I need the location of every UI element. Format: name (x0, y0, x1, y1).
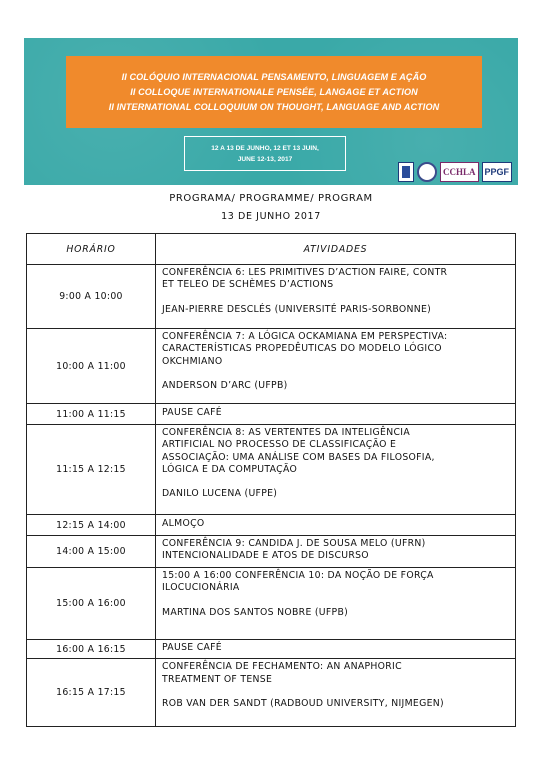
event-dates-line-2: JUNE 12-13, 2017 (237, 155, 293, 163)
row-activity: CONFERÊNCIA 9: CANDIDA J. DE SOUSA MELO (UFRN) INTENCIONALIDADE E ATOS DE DISCURSO (156, 536, 516, 568)
row-speaker: DANILO LUCENA (UFPE) (162, 488, 278, 500)
row-activity: CONFERÊNCIA DE FECHAMENTO: AN ANAPHORIC TREATMENT OF TENSE ROB VAN DER SANDT (RADBOUD UNIVERSITY, NIJMEGEN) (156, 659, 516, 727)
row-activity: CONFERÊNCIA 6: LES PRIMITIVES D’ACTION FAIRE, CONTR ET TELEO DE SCHÈMES D’ACTIONS JEAN-PIERRE DESCLÉS (UNIVERSITÉ PARIS-SORBONNE) (156, 265, 516, 329)
program-date: 13 DE JUNHO 2017 (221, 211, 321, 222)
row-activity: CONFERÊNCIA 8: AS VERTENTES DA INTELIGÊNCIA ARTIFICIAL NO PROCESSO DE CLASSIFICAÇÃO E ASSOCIAÇÃO: UMA ANÁLISE COM BASES DA FILOSOFIA, LÓGICA E DA COMPUTAÇÃO DANILO LUCENA (UFPE) (156, 425, 516, 515)
table-header-row (27, 234, 516, 265)
event-title-en: II INTERNATIONAL COLLOQUIUM ON THOUGHT, LANGUAGE AND ACTION (108, 101, 440, 112)
row-time: 14:00 A 15:00 (27, 536, 156, 568)
event-banner (24, 38, 518, 185)
ppgf-logo: PPGF (482, 162, 513, 182)
row-activity: ALMOÇO (156, 515, 516, 536)
table-row (27, 536, 516, 568)
table-row (27, 404, 516, 425)
table-row (27, 568, 516, 640)
row-speaker: MARTINA DOS SANTOS NOBRE (UFPB) (162, 606, 349, 618)
sponsor-logos (398, 161, 512, 183)
row-speaker: JEAN-PIERRE DESCLÉS (UNIVERSITÉ PARIS-SORBONNE) (162, 303, 432, 315)
cchla-logo: CCHLA (440, 162, 479, 182)
table-row (27, 640, 516, 659)
row-speaker: ROB VAN DER SANDT (RADBOUD UNIVERSITY, NIJMEGEN) (162, 697, 444, 709)
table-row (27, 425, 516, 515)
program-table (26, 233, 516, 727)
table-row (27, 265, 516, 329)
university-crest-logo (398, 162, 414, 182)
row-activity: PAUSE CAFÉ (156, 404, 516, 425)
row-time: 10:00 A 11:00 (27, 329, 156, 404)
row-time: 11:00 A 11:15 (27, 404, 156, 425)
row-time: 15:00 A 16:00 (27, 568, 156, 640)
row-time: 16:00 A 16:15 (27, 640, 156, 659)
row-activity: CONFERÊNCIA 7: A LÓGICA OCKAMIANA EM PERSPECTIVA: CARACTERÍSTICAS PROPEDÊUTICAS DO MODELO LÓGICO OKCHMIANO ANDERSON D’ARC (UFPB) (156, 329, 516, 404)
row-time: 11:15 A 12:15 (27, 425, 156, 515)
time-column-header: HORÁRIO (27, 234, 156, 265)
event-dates-box (184, 136, 346, 171)
activities-column-header: ATIVIDADES (156, 234, 516, 265)
row-activity: 15:00 A 16:00 CONFERÊNCIA 10: DA NOÇÃO DE FORÇA ILOCUCIONÁRIA MARTINA DOS SANTOS NOBRE (UFPB) (156, 568, 516, 640)
brain-logo (417, 162, 437, 182)
row-time: 12:15 A 14:00 (27, 515, 156, 536)
event-title-fr: II COLLOQUE INTERNATIONALE PENSÉE, LANGAGE ET ACTION (130, 86, 418, 97)
row-time: 9:00 A 10:00 (27, 265, 156, 329)
program-heading: PROGRAMA/ PROGRAMME/ PROGRAM (169, 193, 373, 204)
table-row (27, 515, 516, 536)
row-activity: PAUSE CAFÉ (156, 640, 516, 659)
row-speaker: ANDERSON D’ARC (UFPB) (162, 379, 288, 391)
event-title-pt: II COLÓQUIO INTERNACIONAL PENSAMENTO, LINGUAGEM E AÇÃO (121, 71, 427, 82)
row-time: 16:15 A 17:15 (27, 659, 156, 727)
event-dates-line-1: 12 A 13 DE JUNHO, 12 ET 13 JUIN, (211, 144, 319, 152)
table-row (27, 329, 516, 404)
table-row (27, 659, 516, 727)
event-title-box (66, 56, 482, 128)
